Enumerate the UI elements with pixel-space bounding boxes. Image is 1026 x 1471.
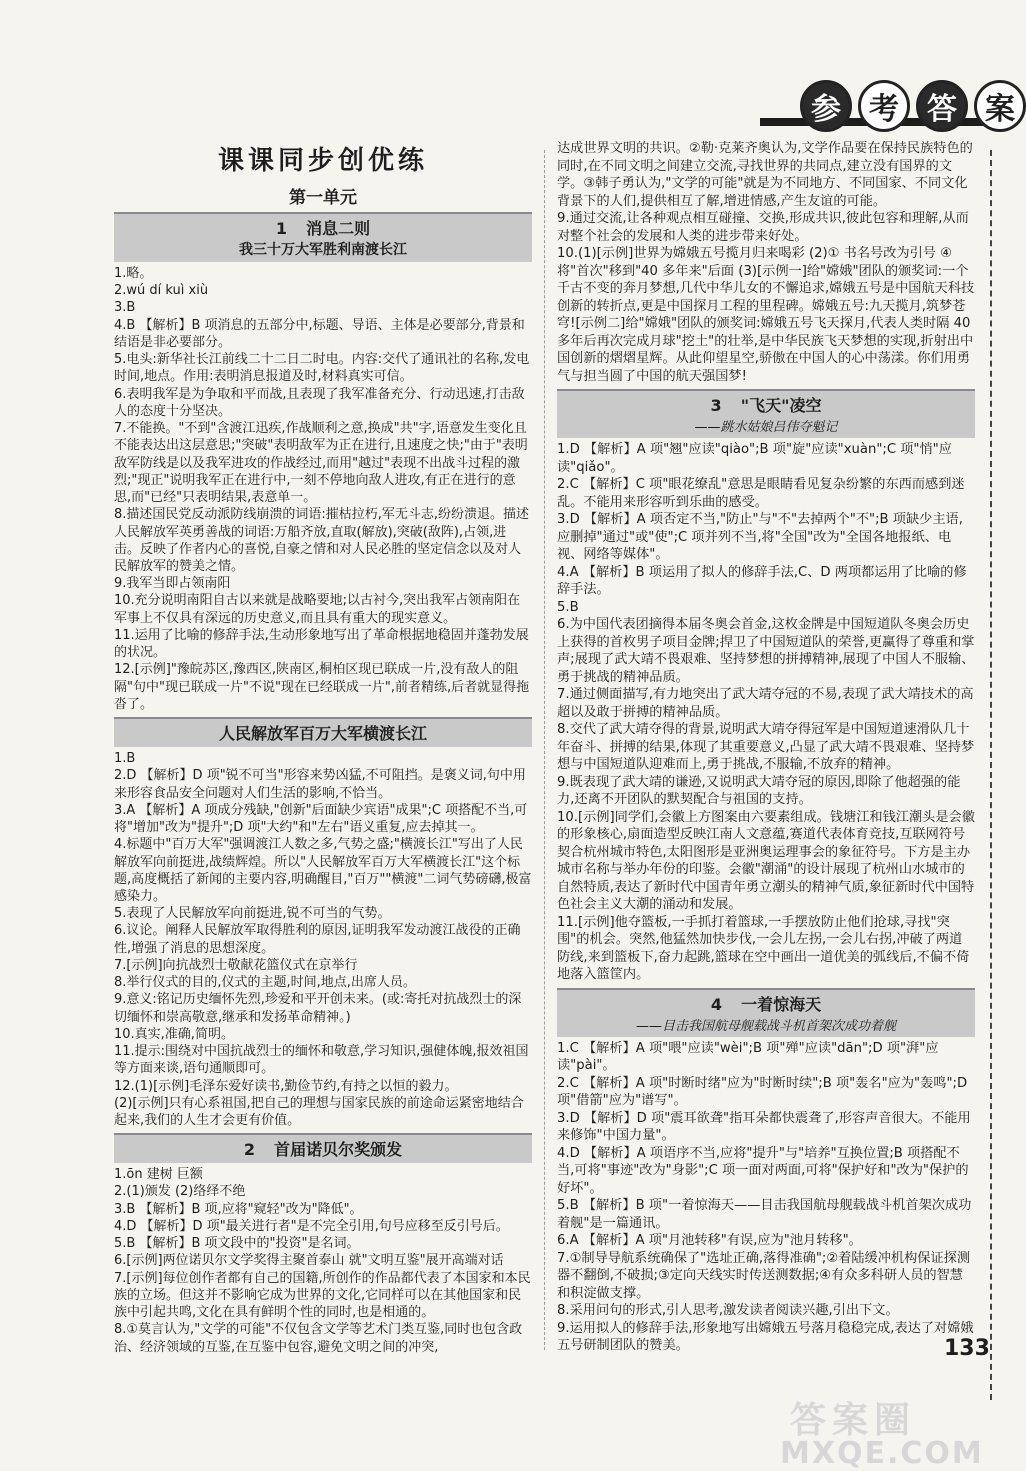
answer-item: 7.不能换。"不到"含渡江迅疾,作战顺利之意,换成"共"字,语意发生变化且不能表达出这层意思;"突破"表明敌军为正在进行,且速度之快;"由于"表明敌军防线是以及我军进攻的作战经过,而用"越过"表现不出战斗过程的激烈;"现正"说明我军正在进行中,一刻不停地向敌人进攻,有正在进行的意思,而"已经"只表明结果,表意单一。 <box>114 421 528 506</box>
section-number: 2 <box>243 1140 256 1160</box>
answer-item: 7.通过侧面描写,有力地突出了武大靖夺冠的不易,表现了武大靖技术的高超以及敢于拼搏的精神品质。 <box>557 687 974 720</box>
answer-item: 1.略。 <box>114 266 153 281</box>
answer-item: 6.[示例]两位诺贝尔文学奖得主聚首泰山 就"文明互鉴"展开高端对话 <box>114 1253 504 1269</box>
answer-item: 10.(1)[示例]世界为嫦娥五号揽月归来喝彩 (2)① 书名号改为引号 ④ 将"首次"移到"40 多年来"后面 (3)[示例一]给"嫦娥"团队的颁奖词:一个千古不变的奔月梦想,几代中华儿女的不懈追求,嫦娥五号是中国航天科技创新的转折点,更是中国探月工程的里程碑。嫦娥五号:九天揽月,筑梦苍穹![示例二]给"嫦娥"团队的颁奖词:嫦娥五号飞天探月,代表人类时隔 40 多年后再次完成月球"挖土"的壮举,是中华民族飞天梦想的实现,折射出中国创新的熠熠星辉。从此仰望星空,骄傲在中国人的心中荡漾。你们用勇气与担当圆了中国的航天强国梦! <box>557 246 975 384</box>
section-number: 1 <box>275 219 288 238</box>
answer-item: 4.A 【解析】B 项运用了拟人的修辞手法,C、D 两项都运用了比喻的修辞手法。 <box>557 564 967 597</box>
answer-item: 10.充分说明南阳自古以来就是战略要地;以古衬今,突出我军占领南阳在军事上不仅具有深远的历史意义,而且具有重大的现实意义。 <box>114 593 521 626</box>
answer-item: 5.电头:新华社长江前线二十二日二时电。内容:交代了通讯社的名称,发电时间,地点。作用:表明消息报道及时,材料真实可信。 <box>114 352 530 385</box>
answer-item: 7.①制导导航系统确保了"选址正确,落得准确";②着陆缓冲机构保证探测器不翻倒,不破损;③定向天线实时传送测数据;④有众多科研人员的智慧和积淀做支撑。 <box>557 1250 971 1301</box>
answer-item: 8.描述国民党反动派防线崩溃的词语:摧枯拉朽,军无斗志,纷纷溃退。描述人民解放军英勇善战的词语:万船齐放,直取(解放),突破(敌阵),占领,进击。反映了作者内心的喜悦,自豪之情和对人民必胜的坚定信念以及对人民解放军的赞美之情。 <box>114 507 530 574</box>
answer-list <box>114 750 532 1129</box>
answer-item: 8.①莫言认为,"文学的可能"不仅包含文学等艺术门类互鉴,同时也包含政治、经济领域的互鉴,在互鉴中包容,避免文明之间的冲突, <box>114 1322 523 1355</box>
section-subtitle: ——目击我国航母舰载战斗机首架次成功着舰 <box>635 1018 896 1034</box>
answer-item: 2.C 【解析】A 项"时断时绪"应为"时断时续";B 项"轰名"应为"轰鸣";D 项"借箭"应为"谱写"。 <box>557 1075 968 1108</box>
section-header <box>557 389 975 438</box>
answer-item: (2)[示例]只有心系祖国,把自己的理想与国家民族的前途命运紧密地结合起来,我们的人生才会更有价值。 <box>114 1095 524 1129</box>
answer-item: 1.B <box>114 751 136 767</box>
answer-item: 8.举行仪式的目的,仪式的主题,时间,地点,出席人员。 <box>114 975 416 991</box>
answer-item: 6.为中国代表团摘得本届冬奥会首金,这枚金牌是中国短道队冬奥会历史上获得的首枚男子项目金牌;捍卫了中国短道队的荣誉,更赢得了尊重和掌声;展现了武大靖不畏艰难、坚持梦想的拼搏精神,展现了中国人不服输、勇于挑战的精神品质。 <box>557 617 975 685</box>
answer-item: 5.B 【解析】B 项"一着惊海天——目击我国航母舰载战斗机首架次成功着舰"是一篇通讯。 <box>557 1198 972 1231</box>
section-subtitle: 我三十万大军胜利南渡长江 <box>239 242 407 258</box>
answer-item: 8.采用问句的形式,引人思考,激发读者阅读兴趣,引出下文。 <box>557 1303 899 1318</box>
answer-badge <box>800 80 1026 132</box>
answer-item: 5.B <box>557 599 579 615</box>
answer-item: 9.通过交流,让各种观点相互碰撞、交换,形成共识,彼此包容和理解,从而对整个社会的发展和人类的进步带来好处。 <box>557 211 969 244</box>
badge-char: 答 <box>916 80 968 132</box>
answer-item: 11.提示:围绕对中国抗战烈士的缅怀和敬意,学习知识,强健体魄,报效祖国等方面来谈,语句通顺即可。 <box>114 1044 529 1077</box>
answer-list <box>557 441 975 984</box>
answer-item: 11.运用了比喻的修辞手法,生动形象地写出了革命根据地稳固并蓬勃发展的状况。 <box>114 627 529 661</box>
answer-item: 3.B 【解析】B 项,应将"窥轻"改为"降低"。 <box>114 1201 363 1217</box>
answer-item: 4.D 【解析】D 项"最关进行者"是不完全引用,句号应移至反引号后。 <box>114 1218 509 1234</box>
right-column <box>557 140 975 1355</box>
answer-item: 2.D 【解析】D 项"锐不可当"形容来势凶猛,不可阻挡。是褒义词,句中用来形容食品安全问题对人们生活的影响,不恰当。 <box>114 768 526 801</box>
answer-item: 12.[示例]"豫皖苏区,豫西区,陕南区,桐柏区现已联成一片,没有敌人的阻隔"句中"现已联成一片"不说"现在已经联成一片",前者精练,后者就显得拖沓了。 <box>114 662 530 712</box>
section-header <box>557 988 975 1037</box>
answer-item: 4.D 【解析】A 项语序不当,应将"提升"与"培养"互换位置;B 项搭配不当,可将"事迹"改为"身影";C 项一面对两面,可将"保护好和"改为"保护的好坏"。 <box>557 1145 969 1196</box>
section-number: 3 <box>710 396 722 415</box>
answer-list <box>557 1040 975 1355</box>
answer-item: 4.标题中"百万大军"强调渡江人数之多,气势之盛;"横渡长江"写出了人民解放军向前挺进,战绩辉煌。所以"人民解放军百万大军横渡长江"这个标题,高度概括了新闻的主要内容,明确醒目,"百万""横渡"二词气势磅礴,极富感染力。 <box>114 837 532 904</box>
section-title: 一着惊海天 <box>741 994 822 1014</box>
answer-item: 6.A 【解析】A 项"月池转移"有误,应为"池月转移"。 <box>557 1233 862 1248</box>
answer-item: 8.交代了武大靖夺得的背景,说明武大靖夺得冠军是中国短道速滑队几十年奋斗、拼搏的结果,体现了其重要意义,凸显了武大靖不畏艰难、坚持梦想与中国短道队迎难而上,勇于挑战,不服输,不放弃的精神。 <box>557 722 975 772</box>
section-number: 4 <box>710 994 723 1014</box>
section-subtitle: ——跳水姑娘吕伟夺魁记 <box>694 420 838 435</box>
answer-list <box>557 140 975 385</box>
left-column <box>114 140 532 1356</box>
section-title: "飞天"凌空 <box>740 396 822 415</box>
answer-item: 9.我军当即占领南阳 <box>114 576 231 592</box>
answer-item: 10.真实,准确,简明。 <box>114 1026 234 1042</box>
answer-item: 7.[示例]每位创作者都有自己的国籍,所创作的作品都代表了本国家和本民族的立场。但这并不影响它成为世界的文化,它同样可以在其他国家和民族中引起共鸣,文化在具有鲜明个性的同时,也是相通的。 <box>114 1270 531 1321</box>
answer-item: 9.既表现了武大靖的谦逊,又说明武大靖夺冠的原因,即除了他超强的能力,还离不开团队的默契配合与祖国的支持。 <box>557 774 961 807</box>
page-number: 133 <box>944 1336 990 1361</box>
answer-item: 10.[示例]同学们,会徽上方图案由六要素组成。钱塘江和钱江潮头是会徽的形象核心,扇面造型反映江南人文意蕴,赛道代表体育竞技,互联网符号契合杭州城市特色,太阳图形是亚洲奥运理事会的象征符号。下方是主办城市名称与举办年份的印鉴。会徽"潮涌"的设计展现了杭州山水城市的自然特质,表达了新时代中国青年勇立潮头的精神气质,象征新时代中国特色社会主义大潮的涌动和发展。 <box>557 809 975 912</box>
section-title: 首届诺贝尔奖颁发 <box>274 1140 403 1160</box>
watermark-logo: 答案圈 <box>790 1400 917 1441</box>
watermark-url: MXQE.COM <box>780 1436 984 1471</box>
answer-list <box>114 265 532 713</box>
answer-item: 9.运用拟人的修辞手法,形象地写出嫦娥五号落月稳稳完成,表达了对嫦娥五号研制团队的赞美。 <box>557 1320 974 1353</box>
answer-item: 3.B <box>114 300 136 316</box>
answer-item: 3.A 【解析】A 项成分残缺,"创新"后面缺少宾语"成果";C 项搭配不当,可将"增加"改为"提升";D 项"大约"和"左右"语义重复,应去掉其一。 <box>114 802 528 836</box>
answer-item: 1.ōn 建树 巨额 <box>114 1167 203 1183</box>
answer-item: 6.表明我军是为争取和平而战,且表现了我军准备充分、行动迅速,打击敌人的态度十分坚决。 <box>114 386 525 419</box>
answer-item: 1.C 【解析】A 项"喂"应读"wèi";B 项"殚"应读"dān";D 项"湃"应读"pài"。 <box>557 1040 939 1073</box>
section-title: 人民解放军百万大军横渡长江 <box>218 724 427 744</box>
answer-item: 12.(1)[示例]毛泽东爱好读书,勤俭节约,有持之以恒的毅力。 <box>114 1078 458 1094</box>
section-header <box>114 212 532 262</box>
badge-char: 案 <box>974 80 1026 132</box>
answer-item: 9.意义:铭记历史缅怀先烈,珍爱和平开创未来。(或:寄托对抗战烈士的深切缅怀和崇高敬意,继承和发扬革命精神。) <box>114 992 522 1025</box>
answer-item: 1.D 【解析】A 项"翘"应读"qiào";B 项"旋"应读"xuàn";C 项"悄"应读"qiǎo"。 <box>557 442 952 475</box>
answer-item: 4.B 【解析】B 项消息的五部分中,标题、导语、主体是必要部分,背景和结语是非必要部分。 <box>114 317 525 350</box>
answer-item: 5.表现了人民解放军向前挺进,锐不可当的气势。 <box>114 906 391 922</box>
answer-item: 3.D 【解析】A 项否定不当,"防止"与"不"去掉两个"不";B 项缺少主语,应删掉"通过"或"使";C 项并列不当,将"全国"改为"全国各地报纸、电视、网络等媒体"。 <box>557 512 963 562</box>
answer-item: 3.D 【解析】D 项"震耳欲聋"指耳朵都快震聋了,形容声音很大。不能用来修饰"中国力量"。 <box>557 1110 971 1143</box>
page-title: 课课同步创优练 <box>217 146 428 176</box>
answer-item: 11.[示例]他夺篮板,一手抓打着篮球,一手摆放防止他们抢球,寻找"突围"的机会。突然,他猛然加快步伐,一会儿左拐,一会儿右拐,冲破了两道防线,来到篮板下,奋力起跳,篮球在空中画出一道优美的弧线后,不偏不倚地落入篮筐内。 <box>557 914 970 982</box>
answer-item: 达成世界文明的共识。②勒·克莱齐奥认为,文学作品要在保持民族特色的同时,在不同文明之间建立交流,寻找世界的共同点,建立没有国界的文学。③韩子勇认为,"文学的可能"就是为不同地方、不同国家、不同文化背景下的人们,提供相互了解,增进情感,产生友谊的可能。 <box>557 141 973 209</box>
column-divider <box>544 150 545 1350</box>
answer-item: 6.议论。阐释人民解放军取得胜利的原因,证明我军发动渡江战役的正确性,增强了消息的思想深度。 <box>114 923 521 956</box>
answer-list <box>114 1166 532 1356</box>
section-header <box>114 717 532 747</box>
badge-char: 参 <box>800 80 852 132</box>
answer-item: 7.[示例]向抗战烈士敬献花篮仪式在京举行 <box>114 957 358 973</box>
answer-item: 2.C 【解析】C 项"眼花缭乱"意思是眼睛看见复杂纷繁的东西而感到迷乱。不能用来形容听到乐曲的感受。 <box>557 477 965 510</box>
badge-char: 考 <box>858 80 910 132</box>
section-title: 消息二则 <box>306 219 371 238</box>
answer-item: 2.wú dí kuì xiù <box>114 283 209 299</box>
section-header <box>114 1133 532 1163</box>
cut-line <box>990 150 992 1400</box>
answer-item: 2.(1)颁发 (2)络绎不绝 <box>114 1184 246 1200</box>
unit-title: 第一单元 <box>289 188 357 208</box>
answer-item: 5.B 【解析】B 项文段中的"投资"是名词。 <box>114 1236 360 1252</box>
